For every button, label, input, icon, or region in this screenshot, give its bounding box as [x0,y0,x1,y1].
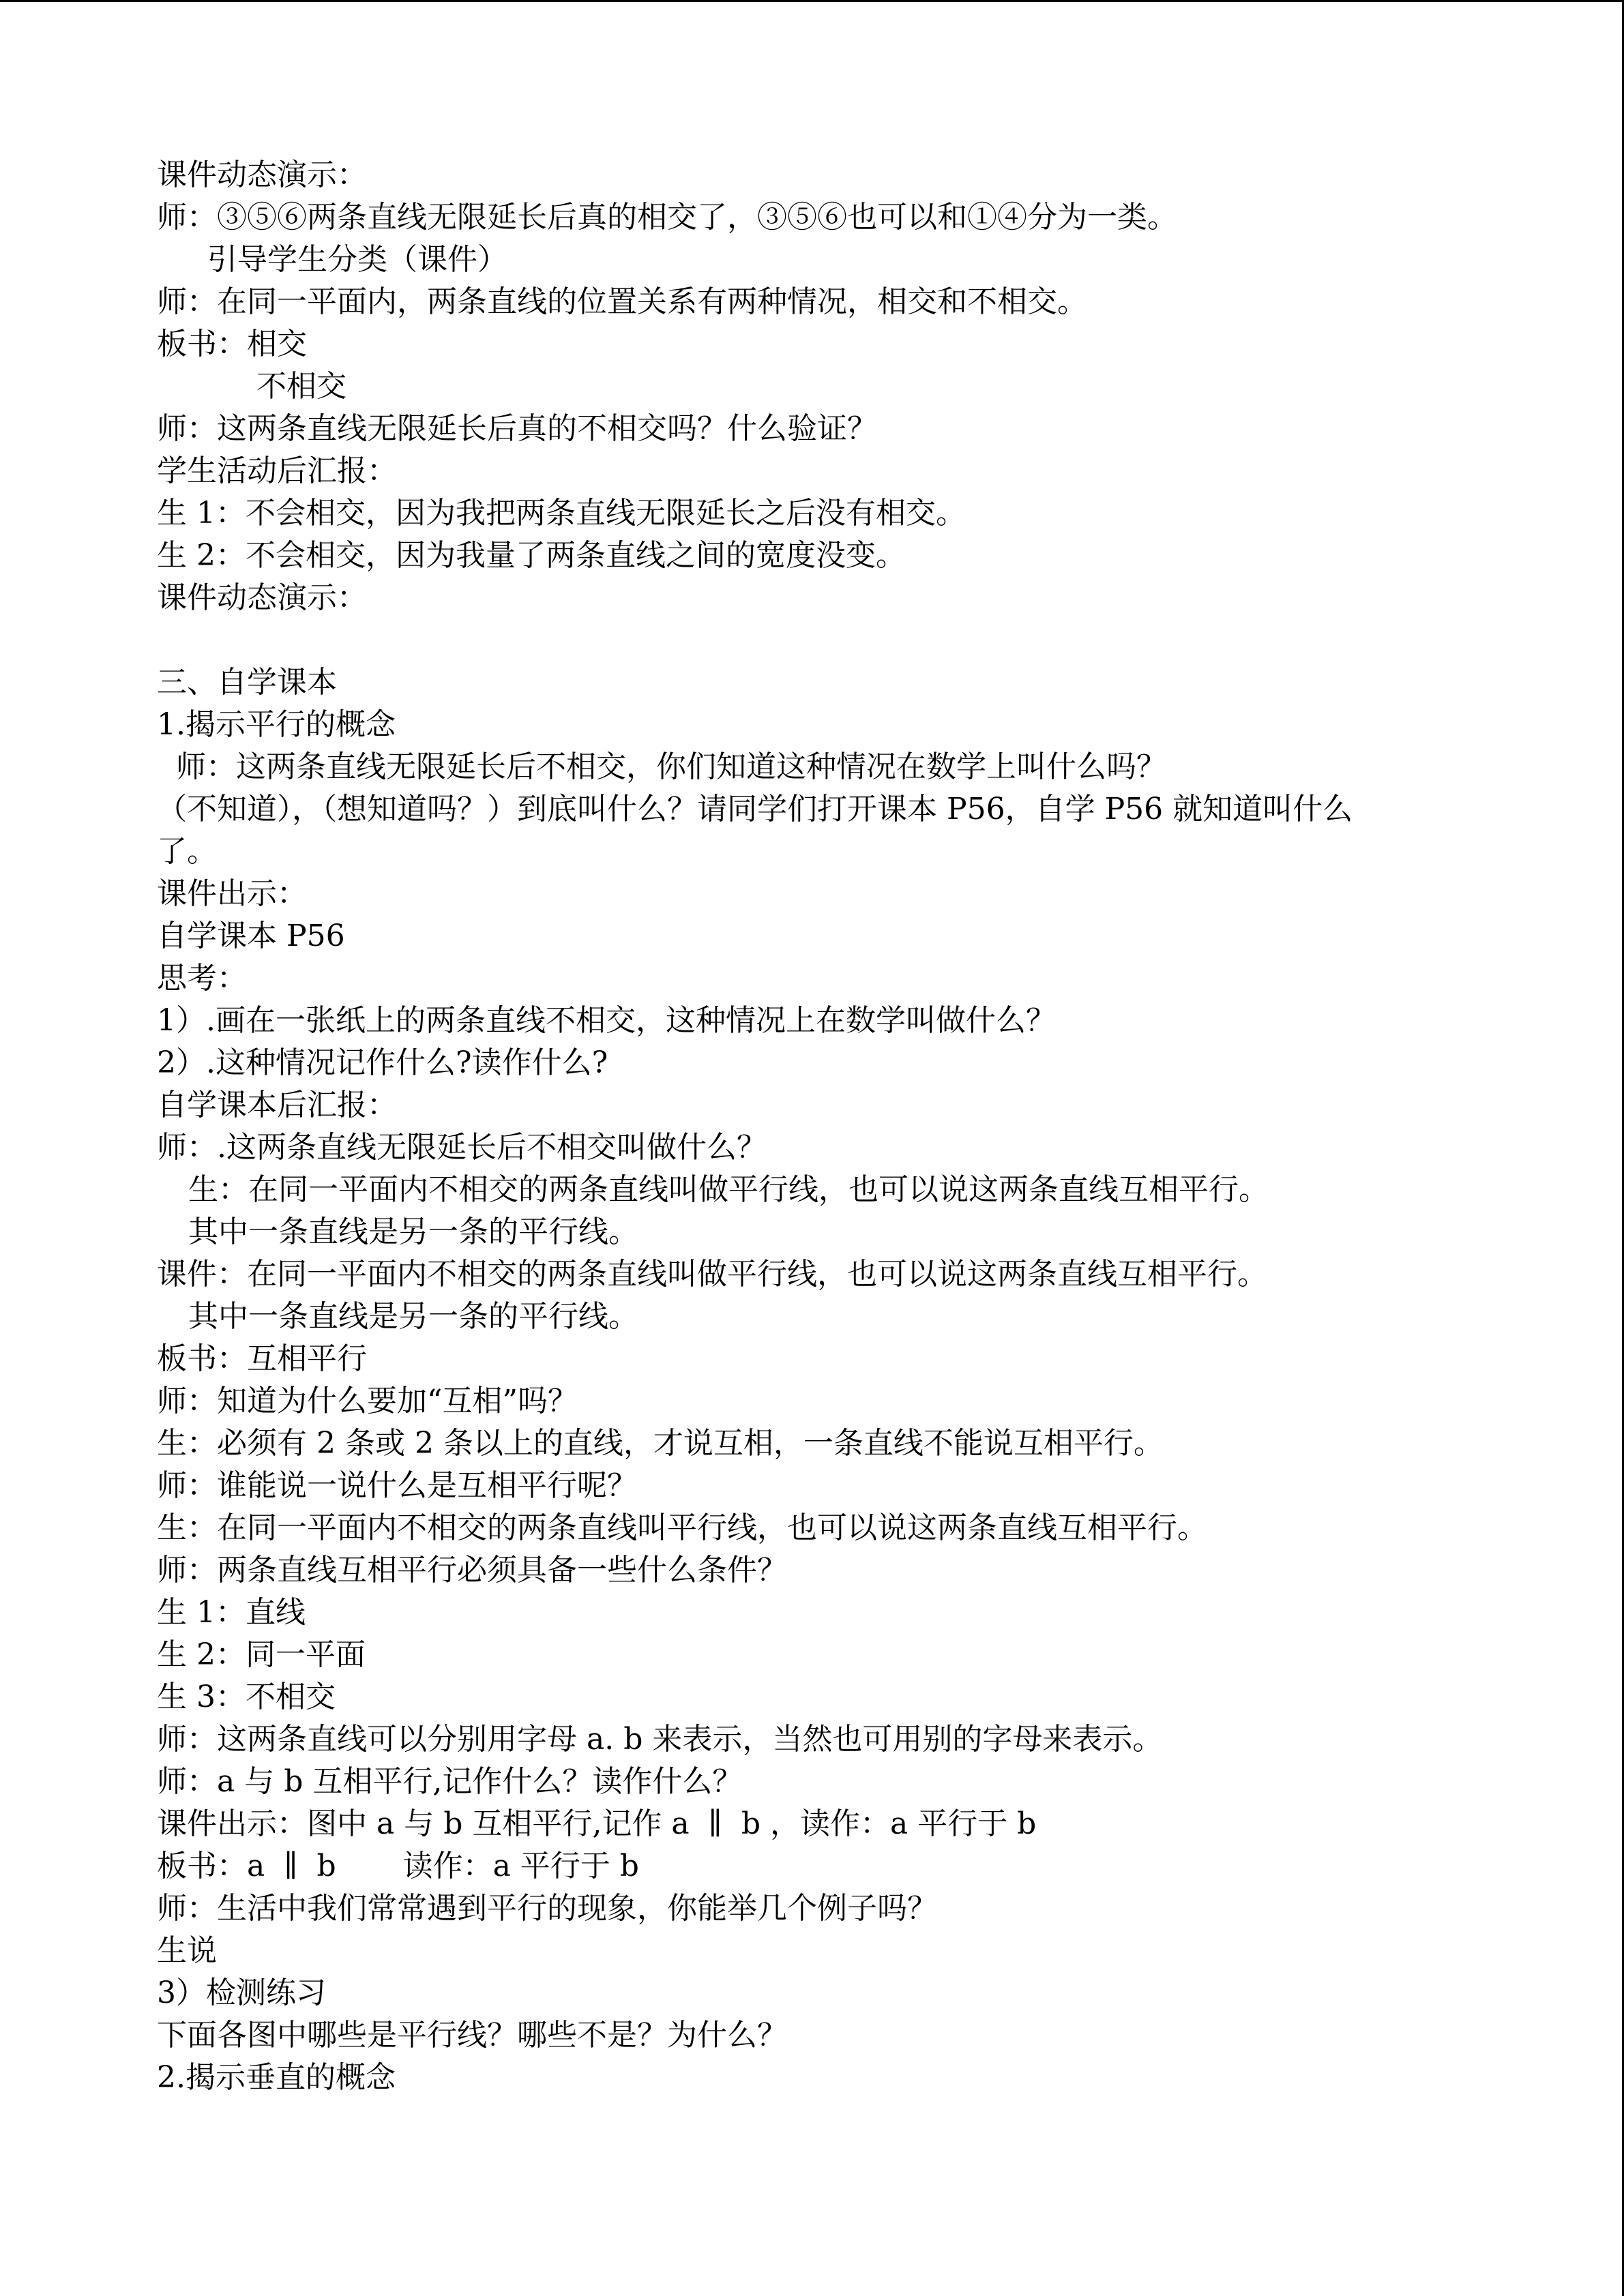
text-line: 课件动态演示： [157,158,367,192]
document-body [157,154,1439,2099]
text-line: 其中一条直线是另一条的平行线。 [188,1299,638,1334]
text-line: 生：在同一平面内不相交的两条直线叫做平行线，也可以说这两条直线互相平行。 [188,1172,1269,1207]
blank-line [157,619,1439,661]
text-line: 其中一条直线是另一条的平行线。 [188,1214,638,1249]
text-line: 板书：互相平行 [157,1341,367,1376]
text-line: 师：在同一平面内，两条直线的位置关系有两种情况，相交和不相交。 [157,284,1087,319]
text-line: 师：a 与 b 互相平行,记作什么？读作什么？ [157,1764,743,1799]
text-line: 生：在同一平面内不相交的两条直线叫平行线，也可以说这两条直线互相平行。 [157,1510,1207,1545]
text-line: 课件动态演示： [157,580,367,615]
text-line: 引导学生分类（课件） [188,242,507,277]
text-line: 了。 [157,834,217,869]
text-line: 师：这两条直线可以分别用字母 a. b 来表示，当然也可用别的字母来表示。 [157,1722,1163,1757]
text-line: 生 1：不会相交，因为我把两条直线无限延长之后没有相交。 [157,496,966,531]
text-line: 自学课本 P56 [157,919,345,953]
text-line: （不知道），（想知道吗？）到底叫什么？请同学们打开课本 P56，自学 P56 就知道叫什么 [157,792,1353,826]
text-line: 师：知道为什么要加“互相”吗？ [157,1384,578,1418]
text-line: 课件出示： [157,876,307,911]
text-line: 自学课本后汇报： [157,1088,397,1122]
text-line: 生：必须有 2 条或 2 条以上的直线，才说互相，一条直线不能说互相平行。 [157,1426,1164,1461]
text-line: 3）检测练习 [157,1976,326,2010]
text-line: 板书：a ∥ b 读作：a 平行于 b [157,1849,639,1883]
text-line: 1）.画在一张纸上的两条直线不相交，这种情况上在数学叫做什么？ [157,1003,1056,1038]
text-line: 三、自学课本 [157,665,337,700]
text-line: 师：这两条直线无限延长后真的不相交吗？什么验证？ [157,411,877,446]
text-line: 思考： [157,961,247,996]
text-line: 师：两条直线互相平行必须具备一些什么条件？ [157,1553,787,1587]
text-line: 1.揭示平行的概念 [157,707,396,742]
text-line: 学生活动后汇报： [157,453,397,488]
text-line: 板书：相交 [157,327,307,361]
text-line: 课件：在同一平面内不相交的两条直线叫做平行线，也可以说这两条直线互相平行。 [157,1257,1267,1292]
text-line: 生 2：不会相交，因为我量了两条直线之间的宽度没变。 [157,538,906,573]
text-line: 生 3：不相交 [157,1680,336,1714]
text-line: 下面各图中哪些是平行线？哪些不是？为什么？ [157,2018,787,2053]
text-line: 生说 [157,1933,217,1968]
text-line: 师：这两条直线无限延长后不相交，你们知道这种情况在数学上叫什么吗？ [176,749,1166,784]
page-top-border [0,0,1624,2]
text-line: 课件出示：图中 a 与 b 互相平行,记作 a ∥ b ，读作：a 平行于 b [157,1806,1037,1841]
text-line: 2）.这种情况记作什么?读作什么? [157,1045,608,1080]
text-line: 师：生活中我们常常遇到平行的现象，你能举几个例子吗？ [157,1891,937,1926]
text-line: 师：.这两条直线无限延长后不相交叫做什么？ [157,1130,767,1165]
text-line: 师：③⑤⑥两条直线无限延长后真的相交了，③⑤⑥也可以和①④分为一类。 [157,200,1177,235]
text-line: 生 2：同一平面 [157,1637,366,1672]
text-line: 不相交 [256,369,346,404]
text-line: 生 1：直线 [157,1595,306,1630]
text-line: 2.揭示垂直的概念 [157,2060,396,2095]
text-line: 师：谁能说一说什么是互相平行呢？ [157,1468,637,1503]
